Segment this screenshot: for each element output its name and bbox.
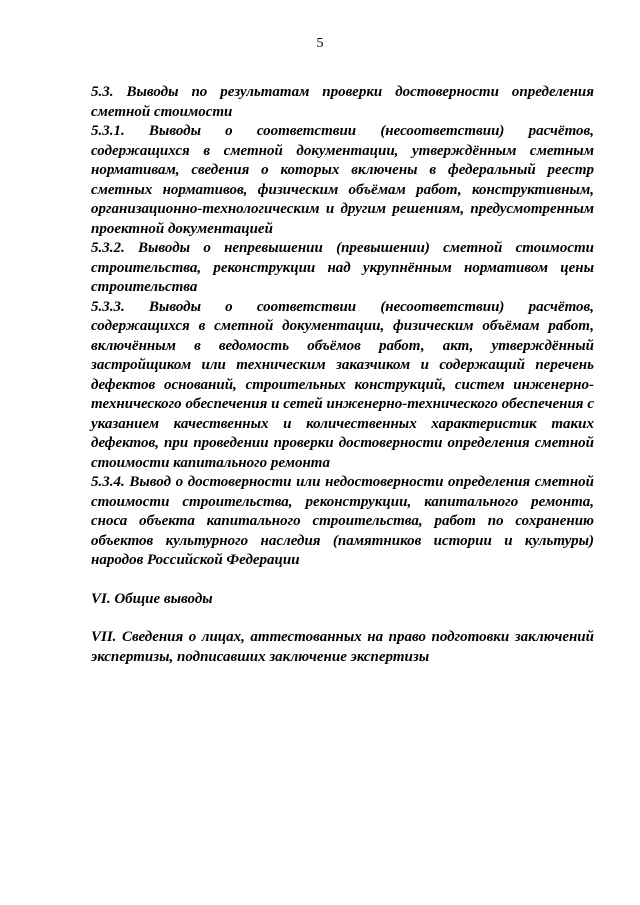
section-5-3-4-heading: 5.3.4. Вывод о достоверности или недостоверности определения сметной стоимости строительства, реконструкции, капитального ремонта, сноса объекта капитального строительства, работ по сохранению объектов культурного наследия (памятников истории и культуры) народов Российской Федерации — [91, 474, 594, 568]
page-content — [91, 83, 594, 667]
section-spacer — [91, 609, 594, 628]
page-number: 5 — [316, 36, 324, 51]
section-5-3-1-heading: 5.3.1. Выводы о соответствии (несоответствии) расчётов, содержащихся в сметной документации, утверждённым сметным нормативам, сведения о которых включены в федеральный реестр сметных нормативов, физическим объёмам работ, конструктивным, организационно-технологическим и другим решениям, предусмотренным проектной документацией — [91, 123, 594, 237]
section-7-heading: VII. Сведения о лицах, аттестованных на право подготовки заключений экспертизы, подписавших заключение экспертизы — [91, 629, 594, 665]
section-5-3-2-heading: 5.3.2. Выводы о непревышении (превышении) сметной стоимости строительства, реконструкции над укрупнённым нормативом цены строительства — [91, 240, 594, 295]
section-spacer — [91, 571, 594, 590]
section-5-3-heading: 5.3. Выводы по результатам проверки достоверности определения сметной стоимости — [91, 84, 594, 120]
section-6-heading: VI. Общие выводы — [91, 590, 213, 607]
section-5-3-3-heading: 5.3.3. Выводы о соответствии (несоответствии) расчётов, содержащихся в сметной документации, физическим объёмам работ, включённым в ведомость объёмов работ, акт, утверждённый застройщиком или техническим заказчиком и содержащий перечень дефектов оснований, строительных конструкций, систем инженерно-технического обеспечения и сетей инженерно-технического обеспечения с указанием качественных и количественных характеристик таких дефектов, при проведении проверки достоверности определения сметной стоимости капитального ремонта — [91, 298, 594, 471]
